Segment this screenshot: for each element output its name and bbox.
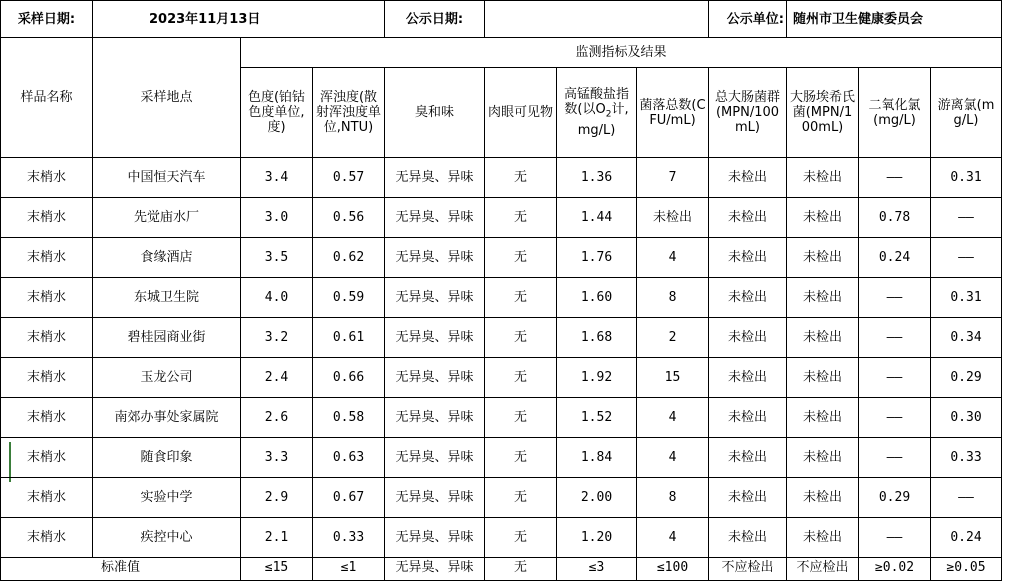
table-row — [1, 198, 1002, 238]
cell-color[interactable]: 3.0 — [241, 198, 313, 238]
std-coliform[interactable]: 不应检出 — [709, 558, 787, 581]
cell-visible[interactable]: 无 — [485, 358, 557, 398]
std-codmn[interactable]: ≤3 — [557, 558, 637, 581]
cell-bacteria[interactable]: 未检出 — [637, 198, 709, 238]
cell-location[interactable]: 中国恒天汽车 — [93, 158, 241, 198]
col-header-location[interactable]: 采样地点 — [93, 38, 241, 158]
cell-freecl[interactable]: 0.30 — [931, 398, 1002, 438]
cell-name[interactable]: 末梢水 — [1, 318, 93, 358]
cell-visible[interactable]: 无 — [485, 438, 557, 478]
table-row — [1, 358, 1002, 398]
cell-odor[interactable]: 无异臭、异味 — [385, 238, 485, 278]
cell-freecl[interactable]: 0.24 — [931, 518, 1002, 558]
cell-name[interactable]: 末梢水 — [1, 358, 93, 398]
std-clo2[interactable]: ≥0.02 — [859, 558, 931, 581]
publish-date-value[interactable] — [485, 1, 709, 38]
cell-turbidity[interactable]: 0.33 — [313, 518, 385, 558]
cell-turbidity[interactable]: 0.59 — [313, 278, 385, 318]
col-header-color[interactable]: 色度(铂钴色度单位,度) — [241, 68, 313, 158]
table-row — [1, 238, 1002, 278]
cell-clo2[interactable]: —— — [859, 438, 931, 478]
cell-ecoli[interactable]: 未检出 — [787, 198, 859, 238]
col-header-freecl[interactable]: 游离氯(mg/L) — [931, 68, 1002, 158]
cell-turbidity[interactable]: 0.62 — [313, 238, 385, 278]
cell-odor[interactable]: 无异臭、异味 — [385, 198, 485, 238]
cell-ecoli[interactable]: 未检出 — [787, 318, 859, 358]
cell-color[interactable]: 2.6 — [241, 398, 313, 438]
cell-odor[interactable]: 无异臭、异味 — [385, 318, 485, 358]
cell-visible[interactable]: 无 — [485, 318, 557, 358]
cell-turbidity[interactable]: 0.66 — [313, 358, 385, 398]
std-odor[interactable]: 无异臭、异味 — [385, 558, 485, 581]
cell-location[interactable]: 食缘酒店 — [93, 238, 241, 278]
cell-coliform[interactable]: 未检出 — [709, 478, 787, 518]
cell-bacteria[interactable]: 4 — [637, 238, 709, 278]
std-bacteria[interactable]: ≤100 — [637, 558, 709, 581]
cell-location[interactable]: 碧桂园商业街 — [93, 318, 241, 358]
cell-location[interactable]: 疾控中心 — [93, 518, 241, 558]
cell-name[interactable]: 末梢水 — [1, 278, 93, 318]
cell-codmn[interactable]: 1.76 — [557, 238, 637, 278]
publisher-label[interactable]: 公示单位: — [709, 1, 787, 38]
codmn-label-sub: 2 — [605, 109, 612, 120]
std-freecl[interactable]: ≥0.05 — [931, 558, 1002, 581]
cell-visible[interactable]: 无 — [485, 278, 557, 318]
cell-clo2[interactable]: —— — [859, 518, 931, 558]
cell-color[interactable]: 4.0 — [241, 278, 313, 318]
cell-freecl[interactable]: —— — [931, 478, 1002, 518]
table-row — [1, 278, 1002, 318]
cell-name[interactable]: 末梢水 — [1, 518, 93, 558]
cell-codmn[interactable]: 1.20 — [557, 518, 637, 558]
cell-turbidity[interactable]: 0.67 — [313, 478, 385, 518]
cell-ecoli[interactable]: 未检出 — [787, 478, 859, 518]
cell-odor[interactable]: 无异臭、异味 — [385, 518, 485, 558]
cell-freecl[interactable]: —— — [931, 198, 1002, 238]
cell-location[interactable]: 先觉庙水厂 — [93, 198, 241, 238]
cell-ecoli[interactable]: 未检出 — [787, 518, 859, 558]
codmn-label-part1: 高锰酸盐指数(以O — [563, 87, 629, 118]
publisher-value[interactable]: 随州市卫生健康委员会 — [787, 1, 1002, 38]
cell-coliform[interactable]: 未检出 — [709, 398, 787, 438]
cell-location[interactable]: 实验中学 — [93, 478, 241, 518]
cell-clo2[interactable]: —— — [859, 158, 931, 198]
cell-name[interactable]: 末梢水 — [1, 238, 93, 278]
cell-ecoli[interactable]: 未检出 — [787, 278, 859, 318]
cell-clo2[interactable]: —— — [859, 278, 931, 318]
cell-freecl[interactable]: 0.31 — [931, 278, 1002, 318]
cell-codmn[interactable]: 1.44 — [557, 198, 637, 238]
cell-visible[interactable]: 无 — [485, 238, 557, 278]
cell-odor[interactable]: 无异臭、异味 — [385, 438, 485, 478]
cell-location[interactable]: 随食印象 — [93, 438, 241, 478]
cell-coliform[interactable]: 未检出 — [709, 438, 787, 478]
std-color[interactable]: ≤15 — [241, 558, 313, 581]
cell-location[interactable]: 南郊办事处家属院 — [93, 398, 241, 438]
col-header-bacteria[interactable]: 菌落总数(CFU/mL) — [637, 68, 709, 158]
cell-color[interactable]: 2.9 — [241, 478, 313, 518]
cell-bacteria[interactable]: 4 — [637, 438, 709, 478]
cell-ecoli[interactable]: 未检出 — [787, 438, 859, 478]
cell-ecoli[interactable]: 未检出 — [787, 398, 859, 438]
col-header-sample-name[interactable]: 样品名称 — [1, 38, 93, 158]
cell-color[interactable]: 2.1 — [241, 518, 313, 558]
cell-odor[interactable]: 无异臭、异味 — [385, 478, 485, 518]
cell-color[interactable]: 3.4 — [241, 158, 313, 198]
sample-date-value[interactable]: 2023年11月13日 — [93, 1, 385, 38]
cell-freecl[interactable]: 0.29 — [931, 358, 1002, 398]
cell-odor[interactable]: 无异臭、异味 — [385, 278, 485, 318]
publish-date-label[interactable]: 公示日期: — [385, 1, 485, 38]
cell-freecl[interactable]: 0.31 — [931, 158, 1002, 198]
cell-freecl[interactable]: —— — [931, 238, 1002, 278]
codmn-label-part2: 计,mg/L) — [577, 102, 629, 138]
cell-color[interactable]: 3.5 — [241, 238, 313, 278]
cell-codmn[interactable]: 1.84 — [557, 438, 637, 478]
cell-color[interactable]: 3.3 — [241, 438, 313, 478]
cell-coliform[interactable]: 未检出 — [709, 358, 787, 398]
col-header-ecoli[interactable]: 大肠埃希氏菌(MPN/100mL) — [787, 68, 859, 158]
cell-codmn[interactable]: 1.92 — [557, 358, 637, 398]
table-row — [1, 318, 1002, 358]
cell-visible[interactable]: 无 — [485, 518, 557, 558]
col-header-coliform[interactable]: 总大肠菌群(MPN/100mL) — [709, 68, 787, 158]
cell-coliform[interactable]: 未检出 — [709, 198, 787, 238]
cell-clo2[interactable]: —— — [859, 398, 931, 438]
cell-visible[interactable]: 无 — [485, 398, 557, 438]
std-visible[interactable]: 无 — [485, 558, 557, 581]
cell-clo2[interactable]: 0.24 — [859, 238, 931, 278]
std-ecoli[interactable]: 不应检出 — [787, 558, 859, 581]
cell-codmn[interactable]: 1.36 — [557, 158, 637, 198]
cell-clo2[interactable]: —— — [859, 318, 931, 358]
cell-turbidity[interactable]: 0.63 — [313, 438, 385, 478]
table-row — [1, 398, 1002, 438]
cell-bacteria[interactable]: 7 — [637, 158, 709, 198]
table-row — [1, 518, 1002, 558]
cell-freecl[interactable]: 0.34 — [931, 318, 1002, 358]
cell-color[interactable]: 2.4 — [241, 358, 313, 398]
cell-bacteria[interactable]: 4 — [637, 398, 709, 438]
table-row — [1, 438, 1002, 478]
col-header-odor[interactable]: 臭和味 — [385, 68, 485, 158]
cell-freecl[interactable]: 0.33 — [931, 438, 1002, 478]
cell-name[interactable]: 末梢水 — [1, 198, 93, 238]
table-row — [1, 478, 1002, 518]
cell-location[interactable]: 玉龙公司 — [93, 358, 241, 398]
cell-color[interactable]: 3.2 — [241, 318, 313, 358]
cell-coliform[interactable]: 未检出 — [709, 318, 787, 358]
cell-name[interactable]: 末梢水 — [1, 438, 93, 478]
cell-coliform[interactable]: 未检出 — [709, 238, 787, 278]
cell-coliform[interactable]: 未检出 — [709, 158, 787, 198]
cell-clo2[interactable]: 0.78 — [859, 198, 931, 238]
std-turbidity[interactable]: ≤1 — [313, 558, 385, 581]
cell-name[interactable]: 末梢水 — [1, 158, 93, 198]
cell-turbidity[interactable]: 0.58 — [313, 398, 385, 438]
cell-visible[interactable]: 无 — [485, 158, 557, 198]
col-header-indicators-group[interactable]: 监测指标及结果 — [241, 38, 1002, 68]
cell-codmn[interactable]: 1.52 — [557, 398, 637, 438]
col-header-clo2[interactable]: 二氧化氯(mg/L) — [859, 68, 931, 158]
cell-bacteria[interactable]: 8 — [637, 478, 709, 518]
cell-turbidity[interactable]: 0.57 — [313, 158, 385, 198]
cell-ecoli[interactable]: 未检出 — [787, 158, 859, 198]
cell-ecoli[interactable]: 未检出 — [787, 358, 859, 398]
col-header-visible[interactable]: 肉眼可见物 — [485, 68, 557, 158]
cell-clo2[interactable]: —— — [859, 358, 931, 398]
cell-turbidity[interactable]: 0.61 — [313, 318, 385, 358]
cell-odor[interactable]: 无异臭、异味 — [385, 158, 485, 198]
cell-coliform[interactable]: 未检出 — [709, 278, 787, 318]
cell-visible[interactable]: 无 — [485, 478, 557, 518]
cell-turbidity[interactable]: 0.56 — [313, 198, 385, 238]
cell-codmn[interactable]: 2.00 — [557, 478, 637, 518]
cell-odor[interactable]: 无异臭、异味 — [385, 398, 485, 438]
data-rows — [1, 158, 1002, 558]
cell-clo2[interactable]: 0.29 — [859, 478, 931, 518]
cell-bacteria[interactable]: 8 — [637, 278, 709, 318]
cell-coliform[interactable]: 未检出 — [709, 518, 787, 558]
cell-ecoli[interactable]: 未检出 — [787, 238, 859, 278]
cell-odor[interactable]: 无异臭、异味 — [385, 358, 485, 398]
cell-bacteria[interactable]: 2 — [637, 318, 709, 358]
cell-name[interactable]: 末梢水 — [1, 478, 93, 518]
cell-visible[interactable]: 无 — [485, 198, 557, 238]
cell-bacteria[interactable]: 4 — [637, 518, 709, 558]
standard-label[interactable]: 标准值 — [1, 558, 241, 581]
col-header-codmn[interactable] — [557, 68, 637, 158]
cell-location[interactable]: 东城卫生院 — [93, 278, 241, 318]
sample-date-label[interactable]: 采样日期: — [1, 1, 93, 38]
cell-codmn[interactable]: 1.68 — [557, 318, 637, 358]
table-row — [1, 158, 1002, 198]
cell-name[interactable]: 末梢水 — [1, 398, 93, 438]
cell-bacteria[interactable]: 15 — [637, 358, 709, 398]
cell-codmn[interactable]: 1.60 — [557, 278, 637, 318]
col-header-turbidity[interactable]: 浑浊度(散射浑浊度单位,NTU) — [313, 68, 385, 158]
